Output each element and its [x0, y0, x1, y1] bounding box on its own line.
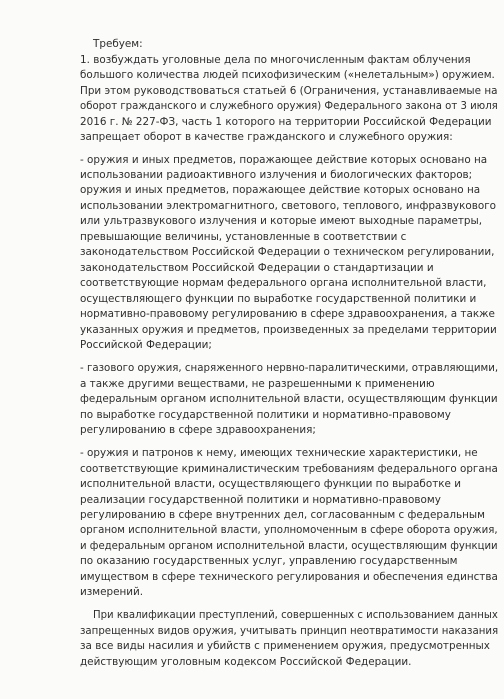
list-item-line: федеральным органом исполнительной власти, осуществляющим функции — [80, 393, 498, 405]
list-item-line: - оружия и иных предметов, поражающее действие которых основано на — [80, 154, 488, 166]
list-item-line: нормативно-правовому регулированию в сфере здравоохранения, а также — [80, 308, 495, 320]
paragraph-line: запрещает оборот в качестве гражданского и служебного оружия: — [80, 131, 453, 143]
closing-paragraph-line: за все виды насилия и убийств с применением оружия, предусмотренных — [80, 640, 490, 652]
list-item-line: осуществляющего функции по выработке государственной политики и — [80, 293, 477, 305]
list-item-line: и федеральным органом исполнительной власти, осуществляющим функции — [80, 540, 498, 552]
list-item-line: измерений. — [80, 586, 144, 598]
paragraph-line: 1. возбуждать уголовные дела по многочисленным фактам облучения — [80, 54, 471, 66]
paragraph-line: При этом руководствоваться статьей 6 (Ограничения, устанавливаемые на — [80, 85, 498, 97]
list-item-line: реализации государственной политики и нормативно-правовому — [80, 494, 441, 506]
list-item-line: регулированию в сфере внутренних дел, согласованным с федеральным — [80, 509, 485, 521]
closing-paragraph-line: действующим уголовным кодексом Российской Федерации. — [80, 656, 412, 668]
list-item-line: соответствующие нормам федерального органа исполнительной власти, — [80, 277, 487, 289]
list-item-line: указанных оружия и предметов, произведенных за пределами территории — [80, 324, 497, 336]
closing-paragraph-line: При квалификации преступлений, совершенных с использованием данных — [93, 609, 498, 621]
list-item-line: использовании радиоактивного излучения и биологических факторов; — [80, 169, 473, 181]
list-item-line: оружия и иных предметов, поражающее действие которых основано на — [80, 184, 481, 196]
list-item-line: - оружия и патронов к нему, имеющих технические характеристики, не — [80, 447, 478, 459]
list-item-line: использовании электромагнитного, светового, теплового, инфразвукового — [80, 200, 497, 212]
paragraph-line: оборот гражданского и служебного оружия) Федерального закона от 3 июля — [80, 100, 498, 112]
list-item-line: или ультразвукового излучения и которые имеют выходные параметры, — [80, 215, 483, 227]
list-item-line: регулированию в сфере здравоохранения; — [80, 424, 316, 436]
heading-demand: Требуем: — [93, 38, 143, 50]
list-item-line: а также другими веществами, не разрешенными к применению — [80, 378, 435, 390]
list-item-line: по оказанию государственных услуг, управлению государственным — [80, 555, 458, 567]
list-item-line: исполнительной власти, осуществляющего функции по выработке и — [80, 478, 461, 490]
list-item-line: - газового оружия, снаряженного нервно-паралитическими, отравляющими, — [80, 362, 499, 374]
list-item-line: соответствующие криминалистическим требованиям федерального органа — [80, 463, 498, 475]
list-item-line: по выработке государственной политики и нормативно-правовому — [80, 409, 451, 421]
paragraph-line: 2016 г. № 227-ФЗ, часть 1 которого на территории Российской Федерации — [80, 116, 492, 128]
paragraph-line: большого количества людей психофизическим («нелетальным») оружием. — [80, 69, 495, 81]
list-item-line: превышающие величины, установленные в соответствии с — [80, 231, 407, 243]
list-item-line: имуществом в сфере технического регулирования и обеспечения единства — [80, 571, 498, 583]
list-item-line: Российской Федерации; — [80, 339, 212, 351]
list-item-line: законодательством Российской Федерации о стандартизации и — [80, 262, 434, 274]
list-item-line: законодательством Российской Федерации о техническом регулировании, — [80, 246, 495, 258]
closing-paragraph-line: запрещенных видов оружия, учитывать принцип неотвратимости наказания — [80, 625, 499, 637]
list-item-line: органом исполнительной власти, уполномоченным в сфере оборота оружия, — [80, 524, 498, 536]
